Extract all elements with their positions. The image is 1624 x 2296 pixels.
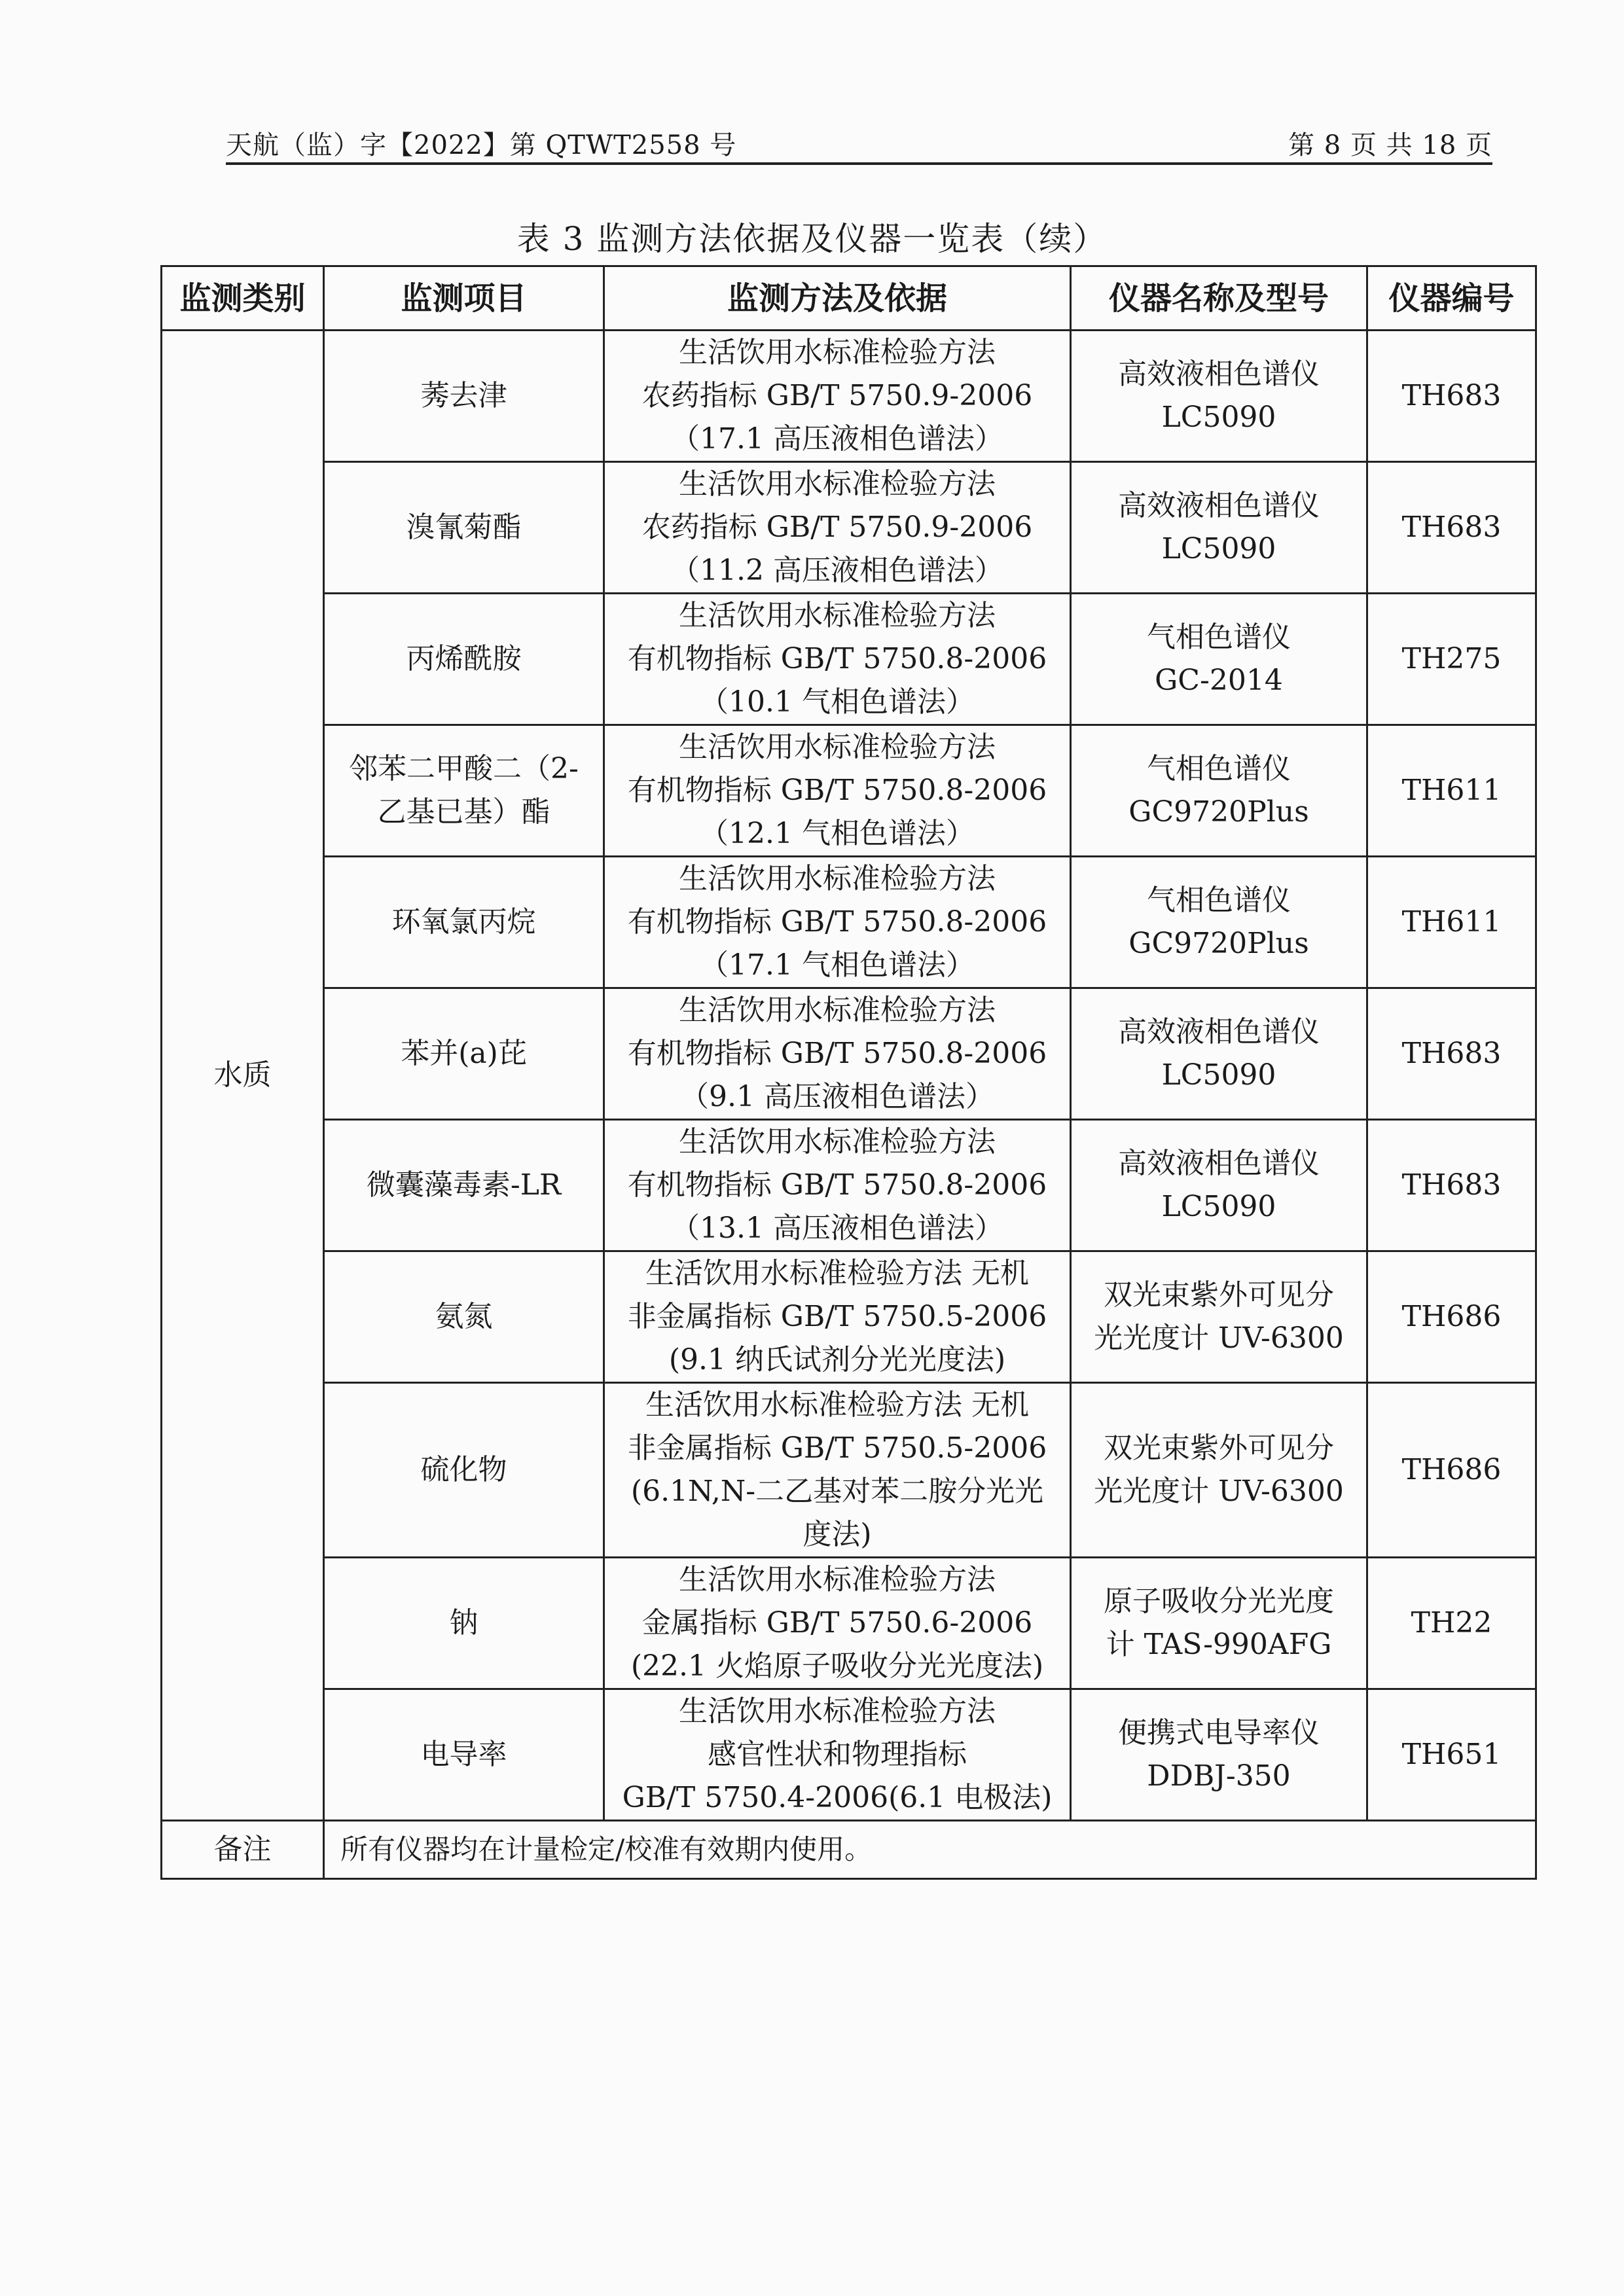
- method-cell-line: 生活饮用水标准检验方法 无机: [645, 1388, 1029, 1422]
- instrument-cell: [1071, 1383, 1367, 1558]
- method-cell-line: 有机物指标 GB/T 5750.8-2006: [627, 642, 1047, 675]
- table-row: [162, 1120, 1536, 1251]
- report-number: 天航（监）字【2022】第 QTWT2558 号: [226, 130, 737, 160]
- table-row: [162, 1558, 1536, 1689]
- instrument-cell: [1071, 594, 1367, 725]
- item-cell: [324, 1558, 604, 1689]
- method-cell-line: 生活饮用水标准检验方法: [679, 1695, 996, 1728]
- method-cell-line: 农药指标 GB/T 5750.9-2006: [641, 379, 1033, 412]
- instrument-cell-line: 高效液相色谱仪: [1118, 489, 1320, 522]
- item-cell-line: 氨氮: [435, 1300, 493, 1333]
- method-cell-line: 农药指标 GB/T 5750.9-2006: [641, 511, 1033, 544]
- instrument-cell-line: 高效液相色谱仪: [1118, 1015, 1320, 1049]
- instrument-cell-line: 双光束紫外可见分: [1104, 1431, 1334, 1465]
- instrument-cell-line: GC9720Plus: [1128, 795, 1309, 829]
- method-cell-line: 金属指标 GB/T 5750.6-2006: [641, 1606, 1033, 1640]
- method-cell-line: （11.2 高压液相色谱法）: [671, 554, 1003, 587]
- instrument-code-cell: TH683: [1367, 331, 1536, 462]
- instrument-cell: [1071, 725, 1367, 857]
- table-row: [162, 594, 1536, 725]
- item-cell-line: 环氧氯丙烷: [391, 905, 536, 939]
- instrument-code-cell: TH275: [1367, 594, 1536, 725]
- instrument-code-cell: TH683: [1367, 462, 1536, 594]
- note-text: 所有仪器均在计量检定/校准有效期内使用。: [324, 1821, 1536, 1879]
- table-row: [162, 857, 1536, 988]
- item-cell: [324, 594, 604, 725]
- instrument-code-cell: TH611: [1367, 857, 1536, 988]
- instrument-code-cell: TH611: [1367, 725, 1536, 857]
- instrument-cell: [1071, 331, 1367, 462]
- method-cell-line: 生活饮用水标准检验方法: [679, 730, 996, 764]
- method-cell-line: GB/T 5750.4-2006(6.1 电极法): [622, 1781, 1053, 1814]
- instrument-cell: [1071, 1251, 1367, 1383]
- item-cell-line: 钠: [449, 1606, 478, 1640]
- instrument-cell-line: 光光度计 UV-6300: [1094, 1475, 1344, 1508]
- table-title: 表 3 监测方法依据及仪器一览表（续）: [516, 220, 1108, 258]
- instrument-cell-line: DDBJ-350: [1147, 1759, 1291, 1793]
- method-cell-line: （10.1 气相色谱法）: [700, 685, 975, 719]
- column-header: 监测方法及依据: [604, 266, 1071, 331]
- instrument-code-cell: TH683: [1367, 988, 1536, 1120]
- method-cell: [604, 462, 1071, 594]
- item-cell-line: 微囊藻毒素-LR: [366, 1168, 562, 1202]
- table-row: [162, 988, 1536, 1120]
- item-cell: [324, 725, 604, 857]
- instrument-cell-line: 高效液相色谱仪: [1118, 1147, 1320, 1180]
- instrument-cell: [1071, 1689, 1367, 1821]
- table-row: [162, 1383, 1536, 1558]
- instrument-cell-line: LC5090: [1161, 1190, 1276, 1223]
- instrument-cell: [1071, 462, 1367, 594]
- method-cell-line: 生活饮用水标准检验方法 无机: [645, 1257, 1029, 1290]
- method-cell-line: 度法): [803, 1518, 872, 1551]
- method-cell-line: (6.1N,N-二乙基对苯二胺分光光: [630, 1475, 1044, 1508]
- method-cell-line: 生活饮用水标准检验方法: [679, 336, 996, 369]
- method-cell: [604, 1251, 1071, 1383]
- item-cell-line: 硫化物: [420, 1453, 507, 1486]
- method-cell-line: （12.1 气相色谱法）: [700, 817, 975, 850]
- method-cell-line: 非金属指标 GB/T 5750.5-2006: [627, 1431, 1047, 1465]
- item-cell: [324, 1120, 604, 1251]
- instrument-code-cell: TH686: [1367, 1251, 1536, 1383]
- instrument-cell-line: 光光度计 UV-6300: [1094, 1321, 1344, 1355]
- table-row: [162, 1689, 1536, 1821]
- table-body: [162, 331, 1536, 1821]
- method-cell-line: 生活饮用水标准检验方法: [679, 1563, 996, 1596]
- table-row: [162, 725, 1536, 857]
- item-cell: [324, 1383, 604, 1558]
- instrument-cell: [1071, 1558, 1367, 1689]
- item-cell: [324, 857, 604, 988]
- item-cell-line: 苯并(a)芘: [401, 1037, 527, 1070]
- instrument-cell-line: 气相色谱仪: [1147, 620, 1291, 654]
- instrument-code-cell: TH683: [1367, 1120, 1536, 1251]
- method-cell-line: (9.1 纳氏试剂分光光度法): [668, 1343, 1006, 1376]
- item-cell: [324, 462, 604, 594]
- table-row: [162, 1251, 1536, 1383]
- instrument-cell-line: 便携式电导率仪: [1118, 1716, 1320, 1749]
- instrument-cell-line: 气相色谱仪: [1147, 884, 1291, 917]
- method-cell-line: 有机物指标 GB/T 5750.8-2006: [627, 1037, 1047, 1070]
- item-cell-line: 莠去津: [420, 379, 507, 412]
- method-cell-line: 生活饮用水标准检验方法: [679, 994, 996, 1027]
- method-cell: [604, 725, 1071, 857]
- method-cell-line: （9.1 高压液相色谱法）: [680, 1080, 994, 1113]
- method-cell: [604, 1689, 1071, 1821]
- method-cell-line: 感官性状和物理指标: [708, 1738, 967, 1771]
- page-header: [226, 118, 1492, 165]
- table-header-row: [162, 266, 1536, 331]
- method-cell-line: 有机物指标 GB/T 5750.8-2006: [627, 905, 1047, 939]
- item-cell: [324, 1251, 604, 1383]
- instrument-cell-line: GC9720Plus: [1128, 927, 1309, 960]
- page-number: 第 8 页 共 18 页: [1288, 130, 1492, 160]
- category-cell: 水质: [162, 331, 324, 1821]
- instrument-cell-line: 计 TAS-990AFG: [1106, 1628, 1332, 1661]
- instrument-cell: [1071, 1120, 1367, 1251]
- instrument-code-cell: TH686: [1367, 1383, 1536, 1558]
- method-cell-line: 生活饮用水标准检验方法: [679, 467, 996, 501]
- method-cell-line: 生活饮用水标准检验方法: [679, 1125, 996, 1158]
- method-instrument-table: [160, 265, 1537, 1880]
- method-cell-line: 生活饮用水标准检验方法: [679, 599, 996, 632]
- column-header: 监测项目: [324, 266, 604, 331]
- table-row: [162, 331, 1536, 462]
- method-cell-line: 非金属指标 GB/T 5750.5-2006: [627, 1300, 1047, 1333]
- method-cell: [604, 1383, 1071, 1558]
- instrument-cell-line: GC-2014: [1155, 664, 1283, 697]
- method-cell-line: （17.1 气相色谱法）: [700, 948, 975, 982]
- item-cell-line: 乙基已基）酯: [377, 795, 550, 829]
- item-cell: [324, 988, 604, 1120]
- instrument-cell-line: 高效液相色谱仪: [1118, 357, 1320, 391]
- item-cell-line: 丙烯酰胺: [406, 642, 522, 675]
- instrument-cell-line: LC5090: [1161, 401, 1276, 434]
- item-cell: [324, 1689, 604, 1821]
- method-cell-line: 有机物指标 GB/T 5750.8-2006: [627, 774, 1047, 807]
- method-cell-line: （13.1 高压液相色谱法）: [671, 1211, 1003, 1245]
- item-cell-line: 电导率: [420, 1738, 507, 1771]
- method-cell-line: （17.1 高压液相色谱法）: [671, 422, 1003, 456]
- column-header: 仪器编号: [1367, 266, 1536, 331]
- instrument-cell-line: 原子吸收分光光度: [1104, 1585, 1334, 1618]
- instrument-code-cell: TH651: [1367, 1689, 1536, 1821]
- instrument-cell-line: LC5090: [1161, 532, 1276, 565]
- method-cell: [604, 331, 1071, 462]
- method-cell: [604, 857, 1071, 988]
- item-cell-line: 溴氰菊酯: [406, 511, 522, 544]
- instrument-cell: [1071, 857, 1367, 988]
- instrument-cell-line: 气相色谱仪: [1147, 752, 1291, 785]
- item-cell: [324, 331, 604, 462]
- column-header: 仪器名称及型号: [1071, 266, 1367, 331]
- instrument-cell: [1071, 988, 1367, 1120]
- method-cell: [604, 988, 1071, 1120]
- method-cell: [604, 594, 1071, 725]
- instrument-cell-line: 双光束紫外可见分: [1104, 1278, 1334, 1312]
- method-cell-line: 生活饮用水标准检验方法: [679, 862, 996, 895]
- table-row: [162, 462, 1536, 594]
- instrument-cell-line: LC5090: [1161, 1058, 1276, 1092]
- note-label: 备注: [162, 1821, 324, 1879]
- method-cell: [604, 1558, 1071, 1689]
- instrument-code-cell: TH22: [1367, 1558, 1536, 1689]
- column-header: 监测类别: [162, 266, 324, 331]
- method-cell-line: (22.1 火焰原子吸收分光光度法): [630, 1649, 1044, 1683]
- method-cell: [604, 1120, 1071, 1251]
- method-cell-line: 有机物指标 GB/T 5750.8-2006: [627, 1168, 1047, 1202]
- item-cell-line: 邻苯二甲酸二（2-: [349, 752, 579, 785]
- note-row: [162, 1821, 1536, 1879]
